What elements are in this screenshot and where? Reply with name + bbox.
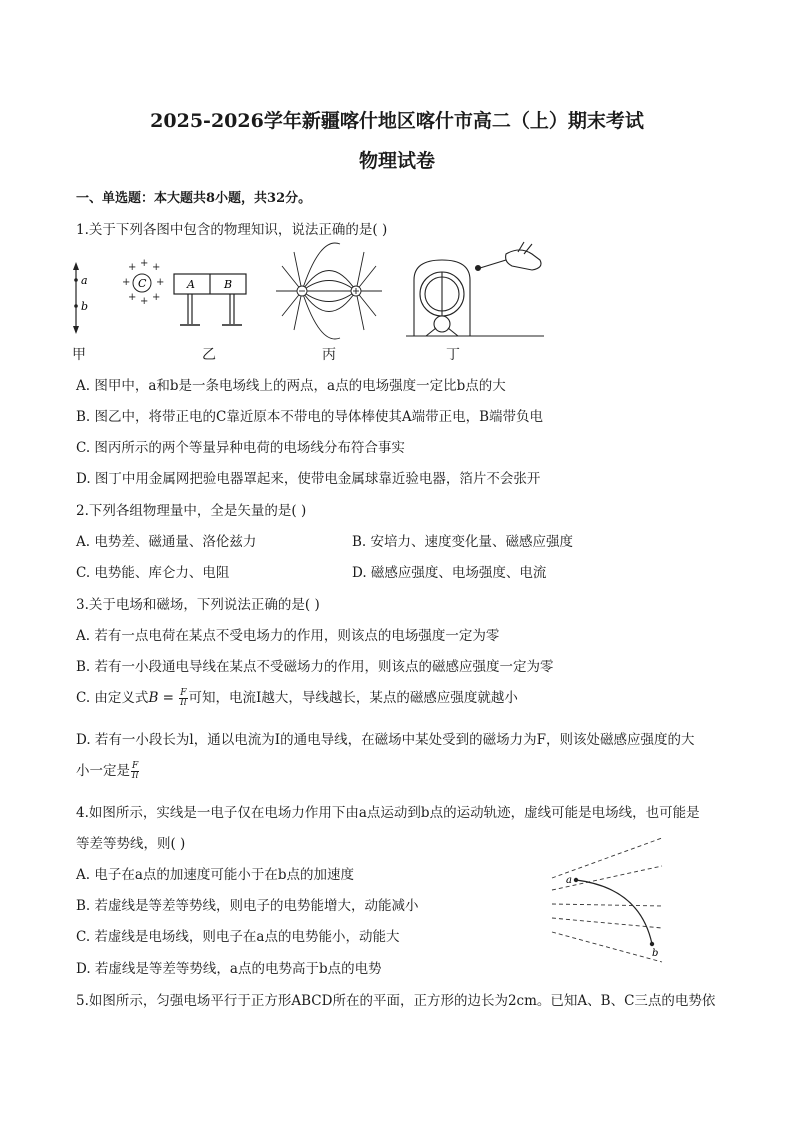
eq-fraction [179, 689, 187, 708]
q3-option-c [76, 686, 518, 708]
q3-option-c-pre: C. 由定义式 [76, 690, 149, 706]
svg-text:+: + [156, 277, 165, 288]
q1-label-yi: 乙 [202, 347, 216, 363]
exam-subtitle: 物理试卷 [358, 150, 435, 172]
q3-option-b: B. 若有一小段通电导线在某点不受磁场力的作用，则该点的磁感应强度一定为零 [76, 659, 554, 675]
q1-stem: 1.关于下列各图中包含的物理知识，说法正确的是( ) [76, 222, 388, 238]
svg-text:+: + [128, 292, 137, 303]
q1-figure [70, 240, 560, 345]
svg-text:+: + [140, 258, 149, 269]
q4-stem-cont: 等差等势线，则( ) [76, 836, 186, 852]
q4-option-c: C. 若虚线是电场线，则电子在a点的电势能小，动能大 [76, 929, 400, 945]
fig-point-b: b [652, 948, 659, 959]
eq-numerator-2: F [132, 761, 139, 771]
exam-title: 2025-2026学年新疆喀什地区喀什市高二（上）期末考试 [150, 110, 644, 132]
svg-text:+: + [128, 262, 137, 273]
q4-option-a: A. 电子在a点的加速度可能小于在b点的加速度 [76, 867, 355, 883]
q3-stem: 3.关于电场和磁场，下列说法正确的是( ) [76, 597, 320, 613]
q1-option-c: C. 图丙所示的两个等量异种电荷的电场线分布符合事实 [76, 440, 405, 456]
eq-denominator: Il [180, 698, 187, 708]
fig-jia [73, 262, 88, 334]
fig-bing [276, 243, 382, 339]
svg-text:+: + [122, 277, 131, 288]
fig-label-a: a [81, 274, 88, 287]
svg-text:+: + [140, 296, 149, 307]
svg-text:+: + [152, 262, 161, 273]
q3-option-d: D. 若有一小段长为l，通以电流为I的通电导线，在磁场中某处受到的磁场力为F，则该处磁感应强度的大 [76, 732, 695, 748]
q1-option-b: B. 图乙中，将带正电的C靠近原本不带电的导体棒使其A端带正电，B端带负电 [76, 409, 544, 425]
q2-option-c: C. 电势能、库仑力、电阻 [76, 565, 230, 581]
fig-label-A: A [187, 278, 195, 291]
fig-label-B: B [224, 278, 233, 291]
q5-stem: 5.如图所示，匀强电场平行于正方形ABCD所在的平面，正方形的边长为2cm。已知A、B、C三点的电势依 [76, 993, 716, 1009]
svg-text:+: + [152, 292, 161, 303]
fig-yi [122, 258, 246, 325]
q3-option-d-cont [76, 759, 140, 781]
q2-option-d: D. 磁感应强度、电场强度、电流 [352, 565, 547, 581]
q3-option-c-post: 可知，电流I越大，导线越长，某点的磁感应强度就越小 [188, 690, 518, 706]
q1-option-d: D. 图丁中用金属网把验电器罩起来，使带电金属球靠近验电器，箔片不会张开 [76, 471, 541, 487]
eq-fraction-2 [131, 762, 139, 781]
q1-label-bing: 丙 [322, 347, 336, 363]
q2-option-b: B. 安培力、速度变化量、磁感应强度 [352, 534, 574, 550]
q3-option-d-pre: 小一定是 [76, 763, 130, 779]
q1-option-a: A. 图甲中，a和b是一条电场线上的两点，a点的电场强度一定比b点的大 [76, 378, 506, 394]
q1-label-ding: 丁 [446, 347, 460, 363]
q4-option-b: B. 若虚线是等差等势线，则电子的电势能增大，动能减小 [76, 898, 419, 914]
eq-numerator: F [180, 688, 187, 698]
eq-equals: = [158, 690, 179, 706]
section-heading: 一、单选题：本大题共8小题，共32分。 [76, 191, 312, 206]
q1-label-jia: 甲 [72, 347, 86, 363]
q4-option-d: D. 若虚线是等差等势线，a点的电势高于b点的电势 [76, 961, 382, 977]
fig-label-b: b [81, 300, 89, 313]
eq-denominator-2: Il [131, 771, 139, 781]
q3-option-a: A. 若有一点电荷在某点不受电场力的作用，则该点的电场强度一定为零 [76, 628, 500, 644]
q4-figure [548, 836, 670, 966]
q4-stem: 4.如图所示，实线是一电子仅在电场力作用下由a点运动到b点的运动轨迹，虚线可能是电场线，也可能是 [76, 805, 700, 821]
q2-stem: 2.下列各组物理量中，全是矢量的是( ) [76, 503, 307, 519]
eq-b-symbol: B [148, 690, 159, 706]
fig-ding [406, 242, 544, 336]
fig-point-a: a [566, 875, 572, 886]
q2-option-a: A. 电势差、磁通量、洛伦兹力 [76, 534, 257, 550]
fig-label-C: C [138, 277, 147, 290]
